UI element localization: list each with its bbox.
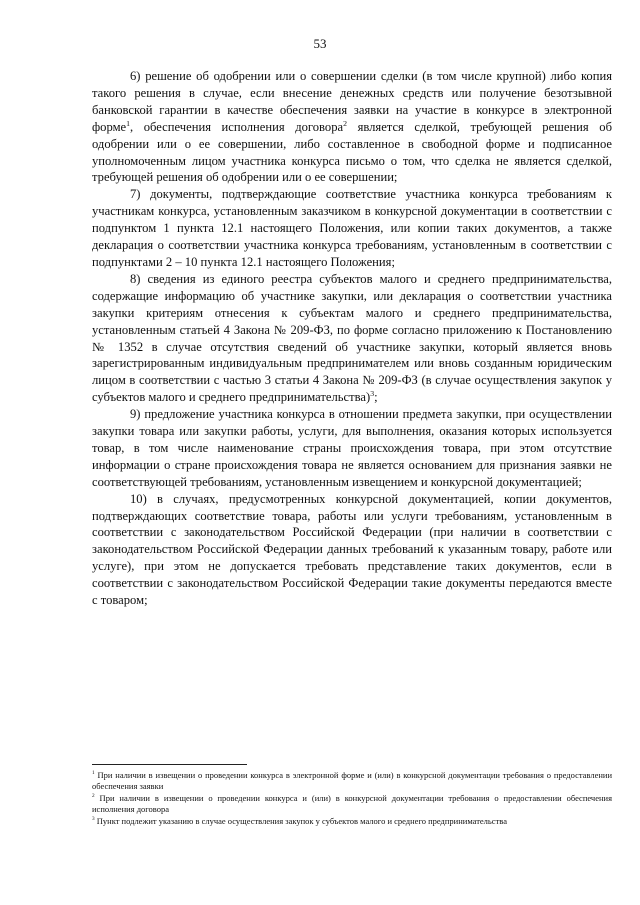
paragraph-item-10: 10) в случаях, предусмотренных конкурсной документацией, копии документов, подтверждающих соответствие товара, работы или услуги требованиям, установленным в соответствии с законодательством Российской Федерации (при наличии в соответствии с законодательством Российской Федерации данных требований к указанным товару, работе или услуге), при этом не допускается требовать представление таких документов, если в соответствии с законодательством Российской Федерации такие документы передаются вместе с товаром; [92, 491, 612, 608]
paragraph-item-9: 9) предложение участника конкурса в отношении предмета закупки, при осуществлении закупки товара или закупки работы, услуги, для выполнения, оказания которых используется товар, в том числе наименование страны происхождения товара, при этом отсутствие информации о стране происхождения товара не является основанием для признания заявки не соответствующей требованиям, установленным извещением и конкурсной документацией; [92, 407, 612, 489]
paragraph-text: 8) сведения из единого реестра субъектов малого и среднего предпринимательства, содержащие информацию об участнике закупки, или декларация о соответствии участника закупки критериям отнесения к субъектам малого и среднего предпринимательства, установленным статьей 4 Закона № 209-ФЗ, по форме согласно приложению к Постановлению № 1352 в случае отсутствия сведений об участнике закупки, который является вновь зарегистрированным индивидуальным предпринимателем или вновь созданным юридическим лицом в соответствии с частью 3 статьи 4 Закона № 209-ФЗ (в случае осуществления закупок у субъектов малого и среднего предпринимательства) [92, 271, 612, 405]
paragraph-text: , обеспечения исполнения договора [130, 119, 344, 134]
paragraph-item-7: 7) документы, подтверждающие соответствие участника конкурса требованиям к участникам конкурса, установленным заказчиком в конкурсной документации в соответствии с подпунктом 1 пункта 12.1 настоящего Положения, или копии таких документов, а также декларация о соответствии участника конкурса требованиям, установленным в соответствии с подпунктами 2 – 10 пункта 12.1 настоящего Положения; [92, 187, 612, 269]
footnote-divider [92, 764, 247, 765]
footnote-ref-1[interactable]: 1 [126, 118, 131, 128]
footnote-mark: 3 [92, 815, 95, 822]
footnotes-section [92, 770, 612, 828]
footnote-item-1 [92, 770, 612, 792]
footnote-text: При наличии в извещении о проведении конкурса в электронной форме и (или) в конкурсной документации требования о предоставлении обеспечения заявки [92, 770, 612, 792]
footnote-mark: 1 [92, 770, 95, 777]
footnote-item-3 [92, 816, 612, 827]
document-body [92, 68, 612, 609]
paragraph-item-6 [92, 68, 612, 186]
page-number: 53 [313, 36, 327, 51]
paragraph-text: является сделкой, требующей решения об одобрении или о ее совершении, либо составленное в свободной форме и подписанное уполномоченным лицом участника конкурса письмо о том, что сделка не является сделкой, требующей решения об одобрении или о ее совершении; [92, 119, 612, 185]
paragraph-item-8 [92, 271, 612, 406]
footnote-item-2 [92, 793, 612, 815]
paragraph-text: ; [374, 390, 378, 405]
footnote-text: При наличии в извещении о проведении конкурса и (или) в конкурсной документации требования о предоставлении обеспечения исполнения договора [92, 792, 612, 815]
footnote-text: Пункт подлежит указанию в случае осуществления закупок у субъектов малого и среднего предпринимательства [94, 815, 507, 826]
footnote-ref-3[interactable]: 3 [370, 389, 375, 399]
footnote-ref-2[interactable]: 2 [343, 118, 347, 128]
footnote-mark: 2 [92, 793, 95, 800]
paragraph-text: 6) решение об одобрении или о совершении сделки (в том числе крупной) либо копия такого решения в случае, если внесение денежных средств или получение безотзывной банковской гарантии в качестве обеспечения заявки на участие в конкурсе в электронной форме [92, 69, 612, 134]
